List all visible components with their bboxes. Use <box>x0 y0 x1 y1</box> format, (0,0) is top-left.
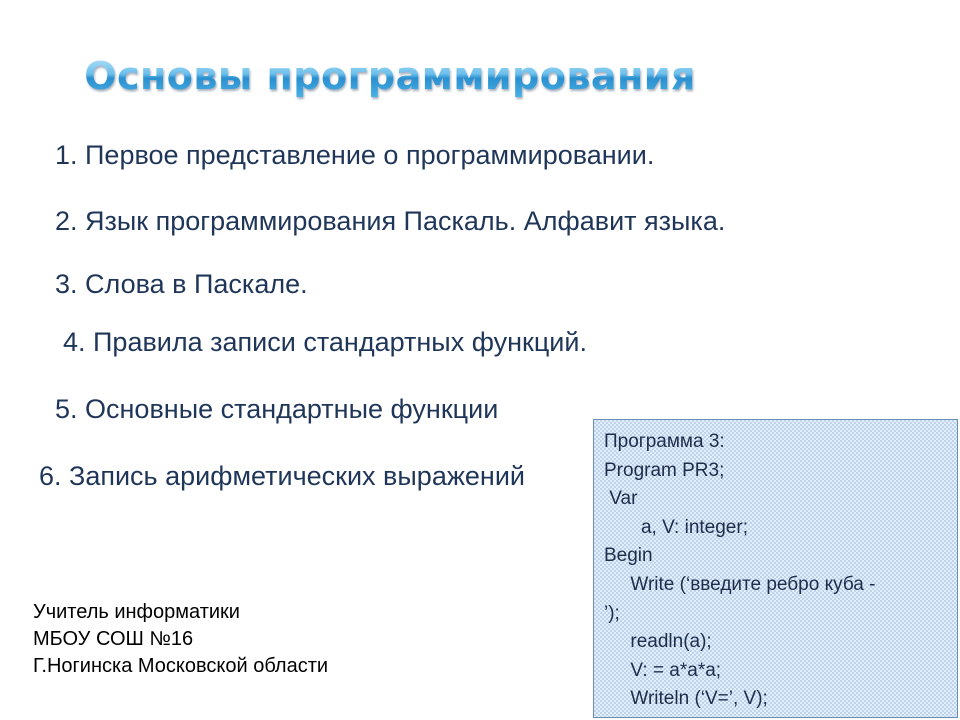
author-line-city: Г.Ногинска Московской области <box>33 655 329 677</box>
author-line-role: Учитель информатики <box>33 601 240 623</box>
author-line-school: МБОУ СОШ №16 <box>33 628 194 650</box>
topic-item-1: 1. Первое представление о программировании. <box>55 140 655 170</box>
code-line: V: = a*a*a; <box>604 659 722 681</box>
code-line: Writeln (‘V=’, V); <box>604 688 768 710</box>
topic-item-3: 3. Слова в Паскале. <box>55 269 308 299</box>
topic-item-6: 6. Запись арифметических выражений <box>39 461 525 491</box>
code-listing-box <box>593 419 958 718</box>
author-block <box>33 599 328 680</box>
code-line: Begin <box>604 545 653 567</box>
topic-item-4: 4. Правила записи стандартных функций. <box>63 327 587 357</box>
topic-item-2: 2. Язык программирования Паскаль. Алфавит языка. <box>55 206 726 236</box>
code-line: Write (‘введите ребро куба - <box>604 573 876 595</box>
code-line: Var <box>604 488 638 510</box>
code-line: a, V: integer; <box>604 516 748 538</box>
slide-title: Основы программирования <box>0 54 780 98</box>
code-line: readln(a); <box>604 631 712 653</box>
code-line: ’); <box>604 602 620 624</box>
code-line: Program PR3; <box>604 459 725 481</box>
topic-item-5: 5. Основные стандартные функции <box>55 394 499 424</box>
code-line: Программа 3: <box>604 431 725 452</box>
